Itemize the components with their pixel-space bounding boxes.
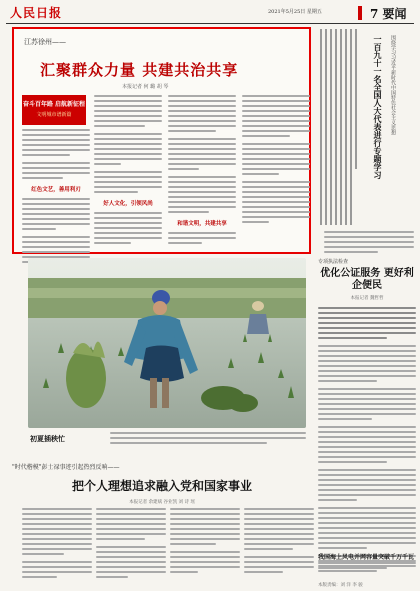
- page-footer: 本版责编：刘 洋 李 骏: [318, 583, 363, 588]
- column-badge-title: 奋斗百年路 启航新征程: [22, 101, 86, 108]
- page-marker: [358, 6, 362, 20]
- rice-planting-photo: [28, 258, 306, 428]
- right-article[interactable]: [318, 258, 416, 578]
- photo-title: 初夏插秧忙: [30, 434, 65, 443]
- text-column: [170, 508, 240, 579]
- feature-kicker: 江苏徐州——: [24, 38, 66, 46]
- sidebar-body: [324, 231, 414, 256]
- right-article-byline: 本报记者 魏哲哲: [350, 296, 384, 301]
- masthead: [6, 4, 414, 24]
- column-badge-subtitle: 文明城市谱新篇: [36, 112, 72, 118]
- vertical-text-lines: [318, 29, 362, 229]
- sidebar-subheadline: 围绕学习习近平新时代中国特色社会主义思想: [390, 35, 396, 135]
- subheading: 好人文化，引领风尚: [103, 201, 153, 207]
- right-article-headline[interactable]: 优化公证服务 更好利企便民: [320, 268, 414, 291]
- bottom-article-byline: 本报记者 余建斌 谷业凯 刘 诗 瑶: [129, 500, 195, 505]
- bottom-article-kicker: "时代楷模"彭士禄事迹引起热烈反响——: [12, 464, 120, 471]
- news-photo[interactable]: [28, 258, 306, 428]
- text-column: [22, 129, 90, 269]
- subheading: 和谐文明，共建共享: [177, 221, 227, 227]
- right-article-body: [318, 307, 416, 572]
- feature-headline[interactable]: 汇聚群众力量 共建共治共享: [40, 61, 239, 79]
- text-column: [168, 95, 236, 250]
- brief-body: [318, 562, 416, 572]
- dateline: 2021年5月25日 星期五: [268, 9, 322, 15]
- sidebar-headline[interactable]: 一百九十一名全国人大代表进行专题学习: [373, 35, 383, 179]
- text-column: [244, 508, 314, 579]
- page-title: 7 要闻: [370, 7, 407, 21]
- bottom-article[interactable]: [12, 462, 312, 511]
- text-column: [94, 95, 162, 250]
- newspaper-logo: 人民日报: [10, 6, 63, 20]
- subheading: 红色文艺，善用利刃: [31, 187, 81, 193]
- sidebar-article[interactable]: [318, 27, 416, 254]
- right-article-kicker: 专项执法检查: [318, 259, 349, 265]
- bottom-article-headline[interactable]: 把个人理想追求融入党和国家事业: [71, 479, 252, 493]
- photo-caption: [110, 432, 306, 447]
- vertical-text-block: [318, 29, 362, 229]
- text-column: [96, 508, 166, 584]
- brief-headline[interactable]: 我国海上风电并网容量突破千万千瓦: [318, 554, 415, 561]
- featured-article[interactable]: [12, 27, 311, 254]
- text-column: [22, 508, 92, 584]
- text-column: [242, 95, 310, 229]
- feature-byline: 本报记者 何 璐 胡 琴: [122, 84, 169, 90]
- column-badge: [22, 95, 86, 125]
